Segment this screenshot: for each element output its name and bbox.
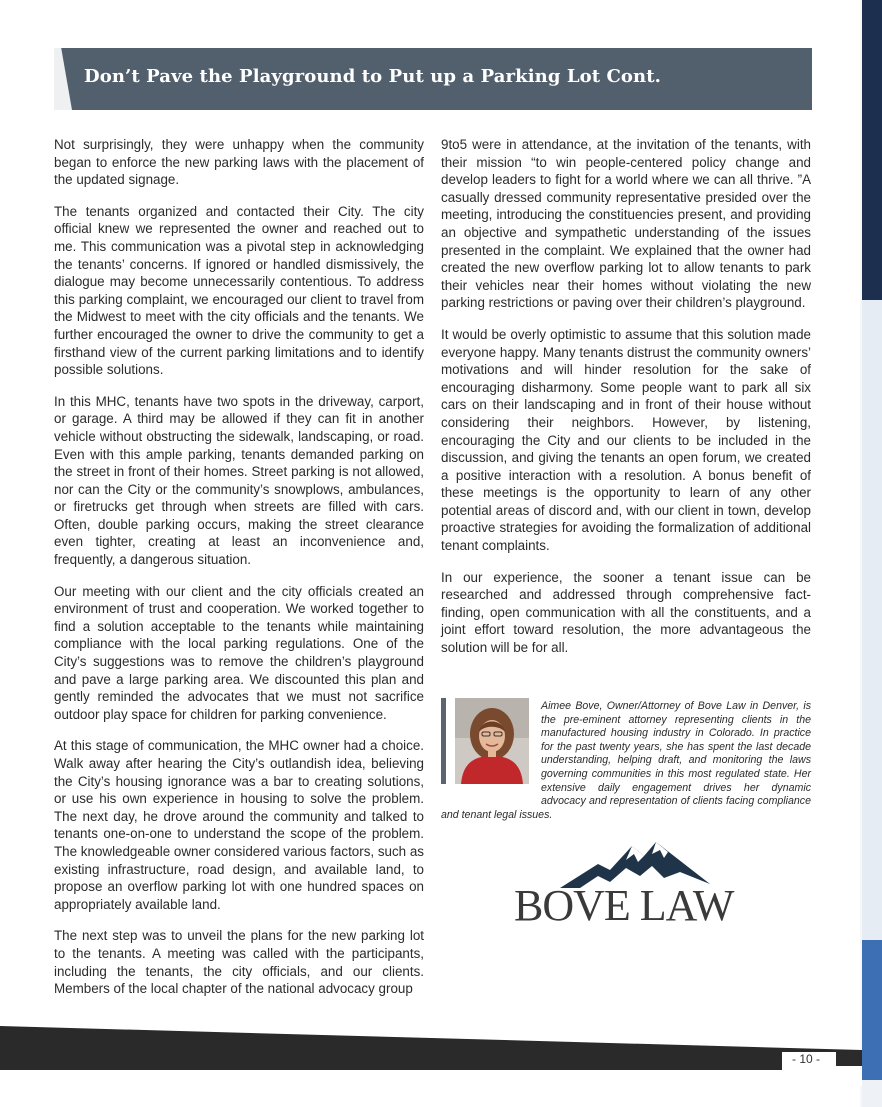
edge-light-tab (862, 300, 882, 940)
paragraph: The next step was to unveil the plans for the new parking lot to the tenants. A meeting was called with the participants, including the tenants, the city officials, and our clients. Members of the local chapter of the national advocacy group (54, 928, 424, 997)
edge-blue-tab (862, 940, 882, 1080)
paragraph: 9to5 were in attendance, at the invitation of the tenants, with their mission “to win people-centered policy change and develop leaders to fight for a world where we can all thrive. ”A casually dressed community representative presided over the meeting, introducing the constituencies present, and providing an objective and sympathetic understanding of the issues presented in the complaint. We explained that the owner had created the new overflow parking lot to allow tenants to park their vehicles near their homes without violating the new parking restrictions or paving over their children’s playground. (441, 137, 811, 311)
page-number: - 10 - (792, 1052, 821, 1066)
page-number-tab (836, 1052, 862, 1066)
bio-spacer (441, 700, 541, 796)
edge-navy-tab (862, 0, 882, 300)
bove-law-logo: BOVE LAW (514, 881, 734, 930)
title-banner (54, 48, 812, 110)
paragraph: It would be overly optimistic to assume that this solution made everyone happy. Many tenants distrust the community owners’ motivations and will hinder resolution for the sake of encouraging disharmony. Some people want to park all six cars on their landscaping and in front of their house without considering their neighbors. However, by listening, encouraging the City and our clients to be included in the discussion, and giving the tenants an open forum, we created a positive interaction with a resolution. A bonus benefit of these meetings is the opportunity to learn of any other potential areas of discord and, with our client in town, develop proactive strategies for avoiding the formalization of additional tenant complaints. (441, 326, 811, 554)
paragraph: At this stage of communication, the MHC owner had a choice. Walk away after hearing the City’s outlandish idea, believing the City’s housing ignorance was a bar to creating solutions, or use his own experience in housing to solve the problem. The next day, he drove around the community and talked to tenants one-on-one to understand the scope of the problem. The knowledgeable owner considered various factors, such as existing infrastructure, road design, and available land, to propose an overflow parking lot with one hundred spaces on appropriately available land. (54, 738, 424, 912)
article-title: Don’t Pave the Playground to Put up a Parking Lot Cont. (84, 66, 662, 87)
author-bio (441, 700, 811, 822)
paragraph: In our experience, the sooner a tenant issue can be researched and addressed through comprehensive fact-finding, open communication with all the constituents, and a joint effort toward resolution, the more advantageous the solution will be for all. (441, 569, 811, 656)
bottom-decorative-band (0, 1026, 862, 1086)
title-banner-notch (54, 48, 72, 110)
paragraph: In this MHC, tenants have two spots in the driveway, carport, or garage. A third may be allowed if they can fit in another vehicle without obstructing the sidewalk, landscaping, or road. Even with this ample parking, tenants demanded parking on the street in front of their homes. Street parking is not allowed, nor can the City or the community’s snowplows, ambulances, or firetrucks get through when streets are filled with cars. Often, double parking occurs, making the street clearance even tighter, creating at least an inconvenience and, frequently, a dangerous situation. (54, 393, 424, 568)
author-bio-text: Aimee Bove, Owner/Attorney of Bove Law in Denver, is the pre-eminent attorney representing clients in the manufactured housing industry in Colorado. In practice for the past twenty years, she has spent the last decade understanding, helping draft, and monitoring the laws governing communities in this most regulated state. Her extensive daily engagement drives her dynamic advocacy and representation of clients facing compliance and tenant legal issues. (441, 700, 811, 821)
paragraph: The tenants organized and contacted their City. The city official knew we represented the owner and reached out to me. This communication was a pivotal step in acknowledging the tenants’ concerns. If ignored or handled dismissively, the dialogue may become unnecessarily contentious. To address this parking complaint, we encouraged our client to travel from the Midwest to meet with the city officials and the tenants. We further encouraged the owner to drive the community to get a firsthand view of the current parking limitations and to identify possible solutions. (54, 203, 424, 378)
right-column (441, 136, 811, 671)
paragraph: Not surprisingly, they were unhappy when the community began to enforce the new parking laws with the placement of the updated signage. (54, 137, 424, 188)
left-column (54, 136, 424, 1012)
paragraph: Our meeting with our client and the city officials created an environment of trust and cooperation. We worked together to find a solution acceptable to the tenants while maintaining compliance with the local parking regulations. One of the City’s suggestions was to remove the children’s playground and pave a large parking area. We discounted this plan and gently reminded the advocates that we must not sacrifice outdoor play space for children for parking convenience. (54, 583, 424, 722)
